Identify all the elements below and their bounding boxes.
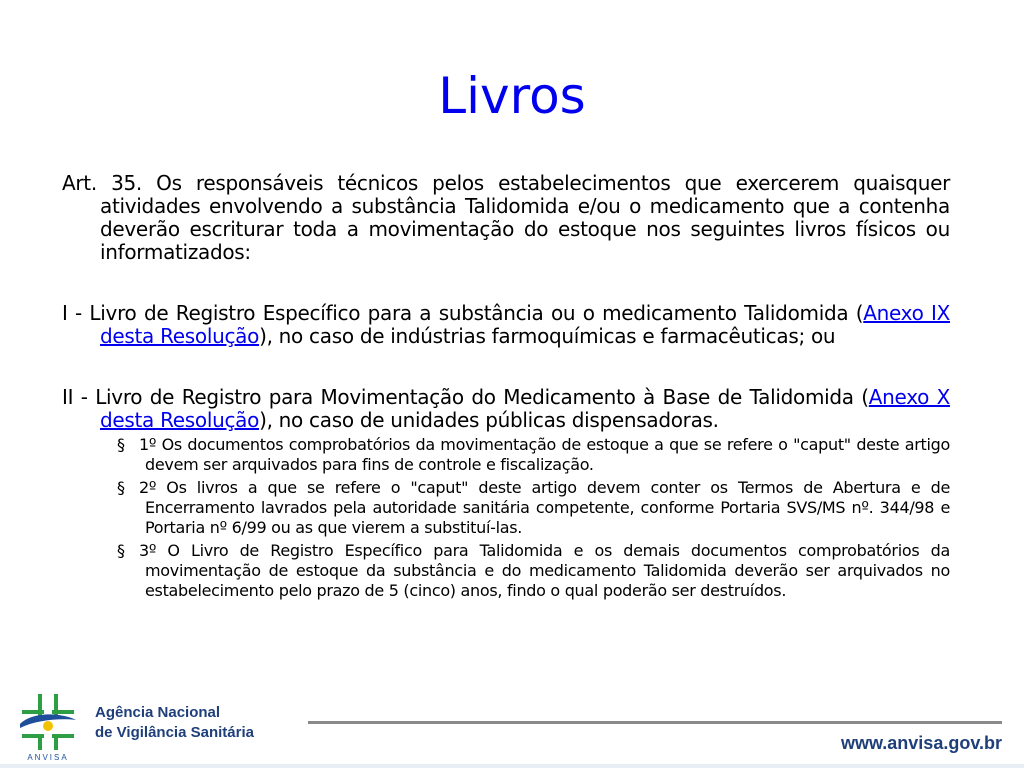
agency-name-line-2: de Vigilância Sanitária [95,724,254,741]
item-ii-paragraph [62,386,950,432]
subparagraph-1-text: 1º Os documentos comprobatórios da movimentação de estoque a que se refere o "caput" deste artigo devem ser arquivados para fins de controle e fiscalização. [139,435,950,474]
bottom-bar [0,764,1024,768]
subparagraph-2-text: 2º Os livros a que se refere o "caput" deste artigo devem conter os Termos de Abertura e de Encerramento lavrados pela autoridade sanitária competente, conforme Portaria SVS/MS nº. 344/98 e Portaria nº 6/99 ou as que vierem a substituí-las. [139,478,950,537]
item-ii-text-before: II - Livro de Registro para Movimentação do Medicamento à Base de Talidomida ( [62,385,869,409]
subparagraph-2 [117,478,950,538]
footer-divider [308,721,1002,724]
item-i-text-before: I - Livro de Registro Específico para a substância ou o medicamento Talidomida ( [62,301,864,325]
slide-content [62,172,950,604]
item-ii-text-after: ), no caso de unidades públicas dispensadoras. [259,408,719,432]
item-i-text-after: ), no caso de indústrias farmoquímicas e farmacêuticas; ou [259,324,836,348]
subparagraph-list [62,435,950,601]
anexo-ix-link[interactable]: Anexo IX desta Resolução [100,301,950,348]
subparagraph-1 [117,435,950,475]
slide-title: Livros [438,67,586,125]
section-mark: § [117,478,125,497]
footer-url[interactable]: www.anvisa.gov.br [840,733,1002,753]
anvisa-logo [14,690,82,762]
agency-name-line-1: Agência Nacional [95,704,221,721]
anexo-x-link[interactable]: Anexo X desta Resolução [100,385,950,432]
subparagraph-3-text: 3º O Livro de Registro Específico para Talidomida e os demais documentos comprobatórios da movimentação de estoque da substância e do medicamento Talidomida deverão ser arquivados no estabelecimento pelo prazo de 5 (cinco) anos, findo o qual poderão ser destruídos. [139,541,950,600]
agency-name [95,703,254,743]
subparagraph-3 [117,541,950,601]
section-mark: § [117,435,125,454]
item-i-paragraph [62,302,950,348]
logo-text: ANVISA [27,753,69,762]
section-mark: § [117,541,125,560]
article-35-paragraph: Art. 35. Os responsáveis técnicos pelos estabelecimentos que exercerem quaisquer atividades envolvendo a substância Talidomida e/ou o medicamento que a contenha deverão escriturar toda a movimentação do estoque nos seguintes livros físicos ou informatizados: [62,171,950,264]
